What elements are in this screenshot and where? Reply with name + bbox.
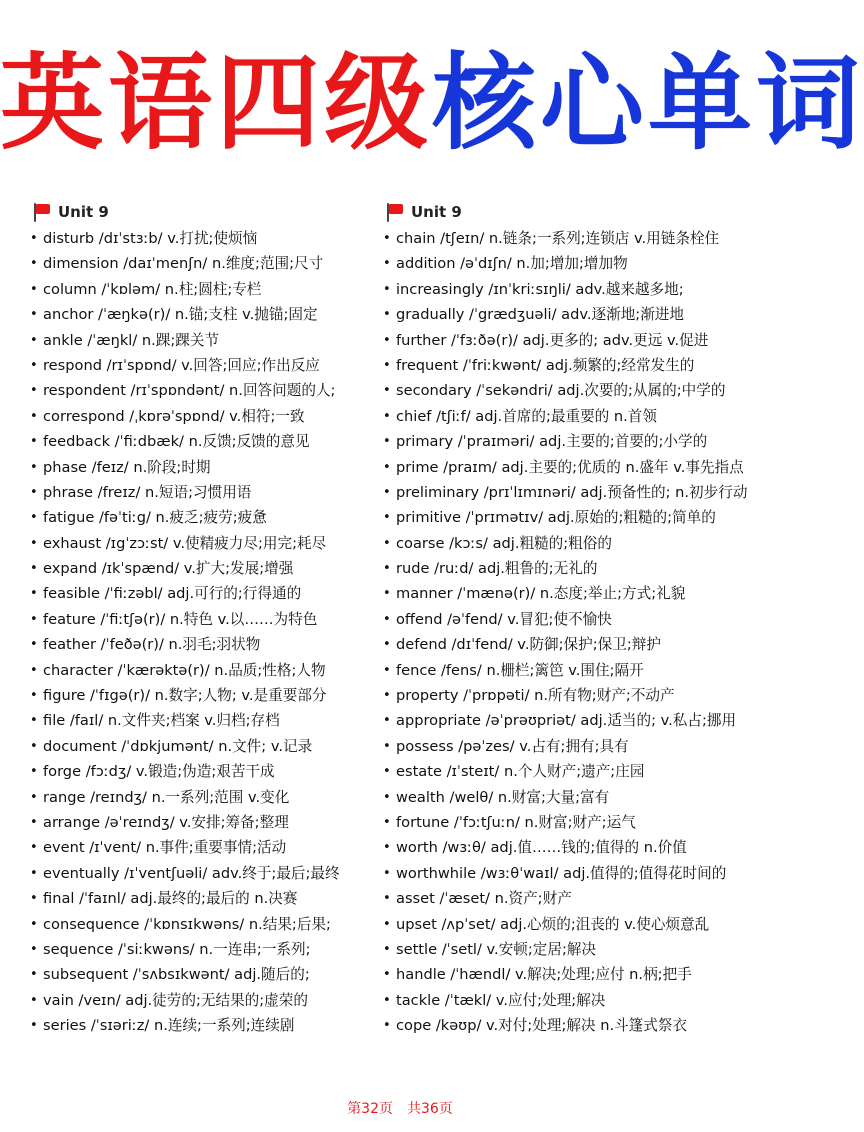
vocab-text: upset /ʌpˈset/ adj.心烦的;沮丧的 v.使心烦意乱: [396, 915, 710, 933]
bullet-icon: •: [383, 738, 391, 754]
bullet-icon: •: [383, 611, 391, 627]
vocab-text: fatigue /fəˈtiːg/ n.疲乏;疲劳;疲惫: [43, 509, 267, 527]
bullet-icon: •: [383, 992, 391, 1008]
bullet-icon: •: [30, 916, 38, 932]
red-flag-icon: [32, 201, 52, 223]
vocab-item: [30, 683, 410, 708]
vocab-item: [30, 455, 410, 480]
vocab-item: [383, 607, 783, 632]
vocab-item: [383, 404, 783, 429]
vocab-item: [383, 480, 783, 505]
vocab-item: [30, 581, 410, 606]
vocab-item: [383, 378, 783, 403]
bullet-icon: •: [30, 941, 38, 957]
bullet-icon: •: [383, 814, 391, 830]
bullet-icon: •: [383, 916, 391, 932]
vocab-text: fortune /ˈfɔːtʃuːn/ n.财富;财产;运气: [396, 813, 636, 831]
bullet-icon: •: [383, 383, 391, 399]
vocab-item: [30, 734, 410, 759]
vocab-item: [30, 531, 410, 556]
left-column: [30, 200, 410, 1039]
bullet-icon: •: [30, 992, 38, 1008]
vocab-text: tackle /ˈtækl/ v.应付;处理;解决: [396, 991, 606, 1009]
bullet-icon: •: [30, 688, 38, 704]
bullet-icon: •: [30, 637, 38, 653]
vocab-text: expand /ɪkˈspænd/ v.扩大;发展;增强: [43, 560, 294, 578]
vocab-item: [30, 886, 410, 911]
vocab-item: [383, 226, 783, 251]
vocab-item: [30, 251, 410, 276]
vocab-text: addition /əˈdɪʃn/ n.加;增加;增加物: [396, 255, 628, 273]
vocab-item: [30, 785, 410, 810]
title-red-part: 英语四级: [0, 42, 433, 164]
vocab-item: [383, 658, 783, 683]
vocab-text: gradually /ˈgrædʒuəli/ adv.逐渐地;渐进地: [396, 306, 684, 324]
vocab-text: forge /fɔːdʒ/ v.锻造;伪造;艰苦干成: [43, 763, 275, 781]
bullet-icon: •: [30, 738, 38, 754]
vocab-item: [383, 962, 783, 987]
bullet-icon: •: [383, 357, 391, 373]
bullet-icon: •: [30, 231, 38, 246]
bullet-icon: •: [30, 891, 38, 907]
vocab-text: respondent /rɪˈspɒndənt/ n.回答问题的人;: [43, 382, 336, 400]
vocab-text: event /ɪˈvent/ n.事件;重要事情;活动: [43, 839, 287, 857]
vocab-text: range /reɪndʒ/ n.一系列;范围 v.变化: [43, 788, 290, 806]
vocab-text: disturb /dɪˈstɜːb/ v.打扰;使烦恼: [43, 230, 258, 247]
vocab-text: secondary /ˈsekəndri/ adj.次要的;从属的;中学的: [396, 382, 726, 400]
bullet-icon: •: [30, 814, 38, 830]
vocab-item: [383, 353, 783, 378]
vocab-text: wealth /welθ/ n.财富;大量;富有: [396, 788, 610, 806]
vocab-item: [383, 759, 783, 784]
vocab-item: [383, 556, 783, 581]
vocab-item: [30, 912, 410, 937]
vocab-text: figure /ˈfɪgə(r)/ n.数字;人物; v.是重要部分: [43, 687, 327, 705]
vocab-item: [383, 1013, 783, 1038]
vocab-item: [30, 861, 410, 886]
vocab-item: [30, 328, 410, 353]
vocab-text: anchor /ˈæŋkə(r)/ n.锚;支柱 v.抛锚;固定: [43, 306, 318, 324]
vocab-text: feature /ˈfiːtʃə(r)/ n.特色 v.以……为特色: [43, 610, 318, 628]
vocab-text: cope /kəʊp/ v.对付;处理;解决 n.斗篷式祭衣: [396, 1017, 688, 1035]
bullet-icon: •: [30, 662, 38, 678]
vocab-item: [30, 632, 410, 657]
vocab-text: coarse /kɔːs/ adj.粗糙的;粗俗的: [396, 534, 612, 552]
vocab-text: primary /ˈpraɪməri/ adj.主要的;首要的;小学的: [396, 433, 708, 451]
vocab-item: [30, 404, 410, 429]
vocab-item: [383, 277, 783, 302]
vocab-item: [383, 937, 783, 962]
bullet-icon: •: [383, 764, 391, 780]
bullet-icon: •: [30, 307, 38, 323]
vocab-item: [383, 632, 783, 657]
vocab-item: [383, 251, 783, 276]
bullet-icon: •: [30, 840, 38, 856]
bullet-icon: •: [383, 484, 391, 500]
vocab-text: chain /tʃeɪn/ n.链条;一系列;连锁店 v.用链条栓住: [396, 230, 720, 247]
title-blue-part: 核心单词: [432, 42, 864, 164]
bullet-icon: •: [30, 611, 38, 627]
bullet-icon: •: [383, 713, 391, 729]
vocab-item: [383, 835, 783, 860]
vocab-item: [30, 429, 410, 454]
word-list: [30, 226, 410, 1039]
bullet-icon: •: [30, 713, 38, 729]
vocab-item: [30, 658, 410, 683]
bullet-icon: •: [30, 256, 38, 272]
vocab-item: [30, 480, 410, 505]
bullet-icon: •: [383, 408, 391, 424]
vocab-item: [383, 429, 783, 454]
vocab-item: [383, 810, 783, 835]
vocab-text: document /ˈdɒkjumənt/ n.文件; v.记录: [43, 737, 313, 755]
bullet-icon: •: [383, 231, 391, 246]
vocab-text: feather /ˈfeðə(r)/ n.羽毛;羽状物: [43, 636, 261, 654]
vocab-item: [383, 861, 783, 886]
bullet-icon: •: [30, 332, 38, 348]
vocab-text: file /faɪl/ n.文件夹;档案 v.归档;存档: [43, 712, 280, 730]
vocab-text: correspond /ˌkɒrəˈspɒnd/ v.相符;一致: [43, 407, 305, 425]
vocab-text: phase /feɪz/ n.阶段;时期: [43, 458, 211, 476]
vocab-text: eventually /ɪˈventʃuəli/ adv.终于;最后;最终: [43, 864, 340, 882]
vocab-text: manner /ˈmænə(r)/ n.态度;举止;方式;礼貌: [396, 585, 686, 603]
vocab-text: feasible /ˈfiːzəbl/ adj.可行的;行得通的: [43, 585, 302, 603]
vocab-item: [30, 708, 410, 733]
vocab-item: [30, 277, 410, 302]
vocab-item: [30, 226, 410, 251]
vocab-text: worth /wɜːθ/ adj.值……钱的;值得的 n.价值: [396, 839, 687, 857]
vocab-text: chief /tʃiːf/ adj.首席的;最重要的 n.首领: [396, 407, 657, 425]
unit-label: Unit 9: [411, 203, 462, 221]
bullet-icon: •: [383, 256, 391, 272]
vocab-text: phrase /freɪz/ n.短语;习惯用语: [43, 483, 252, 501]
vocab-item: [30, 988, 410, 1013]
vocab-text: defend /dɪˈfend/ v.防御;保护;保卫;辩护: [396, 636, 661, 654]
bullet-icon: •: [30, 561, 38, 577]
bullet-icon: •: [30, 408, 38, 424]
bullet-icon: •: [383, 281, 391, 297]
unit-label: Unit 9: [58, 203, 109, 221]
vocab-text: arrange /əˈreɪndʒ/ v.安排;筹备;整理: [43, 813, 289, 831]
bullet-icon: •: [30, 967, 38, 983]
bullet-icon: •: [383, 561, 391, 577]
vocab-item: [383, 302, 783, 327]
vocab-item: [383, 708, 783, 733]
vocab-text: series /ˈsɪəriːz/ n.连续;一系列;连续剧: [43, 1017, 295, 1035]
vocab-text: offend /əˈfend/ v.冒犯;使不愉快: [396, 610, 612, 628]
bullet-icon: •: [30, 459, 38, 475]
vocab-item: [30, 556, 410, 581]
vocab-item: [30, 378, 410, 403]
vocab-item: [383, 531, 783, 556]
bullet-icon: •: [30, 281, 38, 297]
page-number: 第32页: [347, 1101, 393, 1117]
vocab-item: [383, 683, 783, 708]
vocab-item: [383, 734, 783, 759]
vocab-text: preliminary /prɪˈlɪmɪnəri/ adj.预备性的; n.初步行动: [396, 483, 748, 501]
page-title: [0, 38, 864, 168]
bullet-icon: •: [383, 510, 391, 526]
bullet-icon: •: [30, 434, 38, 450]
word-list: [383, 226, 783, 1039]
vocab-text: rude /ruːd/ adj.粗鲁的;无礼的: [396, 560, 598, 578]
vocab-item: [383, 328, 783, 353]
vocab-item: [383, 505, 783, 530]
vocab-text: prime /praɪm/ adj.主要的;优质的 n.盛年 v.事先指点: [396, 458, 744, 476]
vocab-item: [30, 810, 410, 835]
unit-heading: [383, 200, 783, 224]
bullet-icon: •: [383, 434, 391, 450]
bullet-icon: •: [383, 789, 391, 805]
bullet-icon: •: [383, 1018, 391, 1034]
vocab-text: respond /rɪˈspɒnd/ v.回答;回应;作出反应: [43, 356, 320, 374]
vocab-text: final /ˈfaɪnl/ adj.最终的;最后的 n.决赛: [43, 890, 298, 908]
bullet-icon: •: [383, 840, 391, 856]
page-footer: [0, 1098, 800, 1118]
vocab-text: handle /ˈhændl/ v.解决;处理;应付 n.柄;把手: [396, 966, 692, 984]
bullet-icon: •: [383, 637, 391, 653]
vocab-text: frequent /ˈfriːkwənt/ adj.频繁的;经常发生的: [396, 356, 695, 374]
vocab-item: [383, 988, 783, 1013]
vocab-text: property /ˈprɒpəti/ n.所有物;财产;不动产: [396, 687, 675, 705]
vocab-text: dimension /daɪˈmenʃn/ n.维度;范围;尺寸: [43, 255, 324, 273]
vocab-text: possess /pəˈzes/ v.占有;拥有;具有: [396, 737, 629, 755]
vocab-text: settle /ˈsetl/ v.安顿;定居;解决: [396, 940, 597, 958]
vocab-item: [30, 1013, 410, 1038]
bullet-icon: •: [30, 357, 38, 373]
vocab-text: vain /veɪn/ adj.徒劳的;无结果的;虚荣的: [43, 991, 308, 1009]
vocab-item: [30, 302, 410, 327]
vocab-item: [383, 785, 783, 810]
bullet-icon: •: [30, 510, 38, 526]
vocab-text: appropriate /əˈprəʊpriət/ adj.适当的; v.私占;挪用: [396, 712, 737, 730]
vocab-text: estate /ɪˈsteɪt/ n.个人财产;遗产;庄园: [396, 763, 645, 781]
vocab-item: [383, 886, 783, 911]
bullet-icon: •: [383, 941, 391, 957]
vocab-text: ankle /ˈæŋkl/ n.踝;踝关节: [43, 331, 220, 349]
bullet-icon: •: [30, 1018, 38, 1034]
bullet-icon: •: [383, 586, 391, 602]
vocab-text: worthwhile /wɜːθˈwaɪl/ adj.值得的;值得花时间的: [396, 864, 727, 882]
vocab-text: increasingly /ɪnˈkriːsɪŋli/ adv.越来越多地;: [396, 280, 684, 298]
bullet-icon: •: [30, 535, 38, 551]
bullet-icon: •: [383, 865, 391, 881]
vocab-item: [383, 581, 783, 606]
bullet-icon: •: [383, 662, 391, 678]
bullet-icon: •: [30, 586, 38, 602]
page-total: 共36页: [407, 1101, 453, 1117]
unit-heading: [30, 200, 410, 224]
bullet-icon: •: [383, 535, 391, 551]
vocab-item: [30, 962, 410, 987]
vocab-text: asset /ˈæset/ n.资产;财产: [396, 890, 572, 908]
vocab-text: column /ˈkɒləm/ n.柱;圆柱;专栏: [43, 280, 262, 298]
bullet-icon: •: [383, 891, 391, 907]
vocab-text: character /ˈkærəktə(r)/ n.品质;性格;人物: [43, 661, 326, 679]
vocab-text: sequence /ˈsiːkwəns/ n.一连串;一系列;: [43, 940, 311, 958]
bullet-icon: •: [383, 459, 391, 475]
vocab-text: further /ˈfɜːðə(r)/ adj.更多的; adv.更远 v.促进: [396, 331, 709, 349]
vocab-item: [383, 455, 783, 480]
vocab-item: [30, 759, 410, 784]
bullet-icon: •: [30, 764, 38, 780]
vocab-item: [30, 505, 410, 530]
bullet-icon: •: [383, 332, 391, 348]
vocab-item: [30, 937, 410, 962]
vocab-text: feedback /ˈfiːdbæk/ n.反馈;反馈的意见: [43, 433, 310, 451]
vocab-item: [30, 835, 410, 860]
bullet-icon: •: [30, 484, 38, 500]
bullet-icon: •: [383, 967, 391, 983]
vocab-item: [383, 912, 783, 937]
right-column: [383, 200, 783, 1039]
vocab-item: [30, 607, 410, 632]
bullet-icon: •: [383, 688, 391, 704]
bullet-icon: •: [383, 307, 391, 323]
red-flag-icon: [385, 201, 405, 223]
vocab-text: exhaust /ɪgˈzɔːst/ v.使精疲力尽;用完;耗尽: [43, 534, 327, 552]
vocab-text: subsequent /ˈsʌbsɪkwənt/ adj.随后的;: [43, 966, 310, 984]
bullet-icon: •: [30, 865, 38, 881]
vocab-text: consequence /ˈkɒnsɪkwəns/ n.结果;后果;: [43, 915, 331, 933]
bullet-icon: •: [30, 789, 38, 805]
vocab-item: [30, 353, 410, 378]
bullet-icon: •: [30, 383, 38, 399]
vocab-text: primitive /ˈprɪmətɪv/ adj.原始的;粗糙的;简单的: [396, 509, 716, 527]
vocab-text: fence /fens/ n.栅栏;篱笆 v.围住;隔开: [396, 661, 644, 679]
